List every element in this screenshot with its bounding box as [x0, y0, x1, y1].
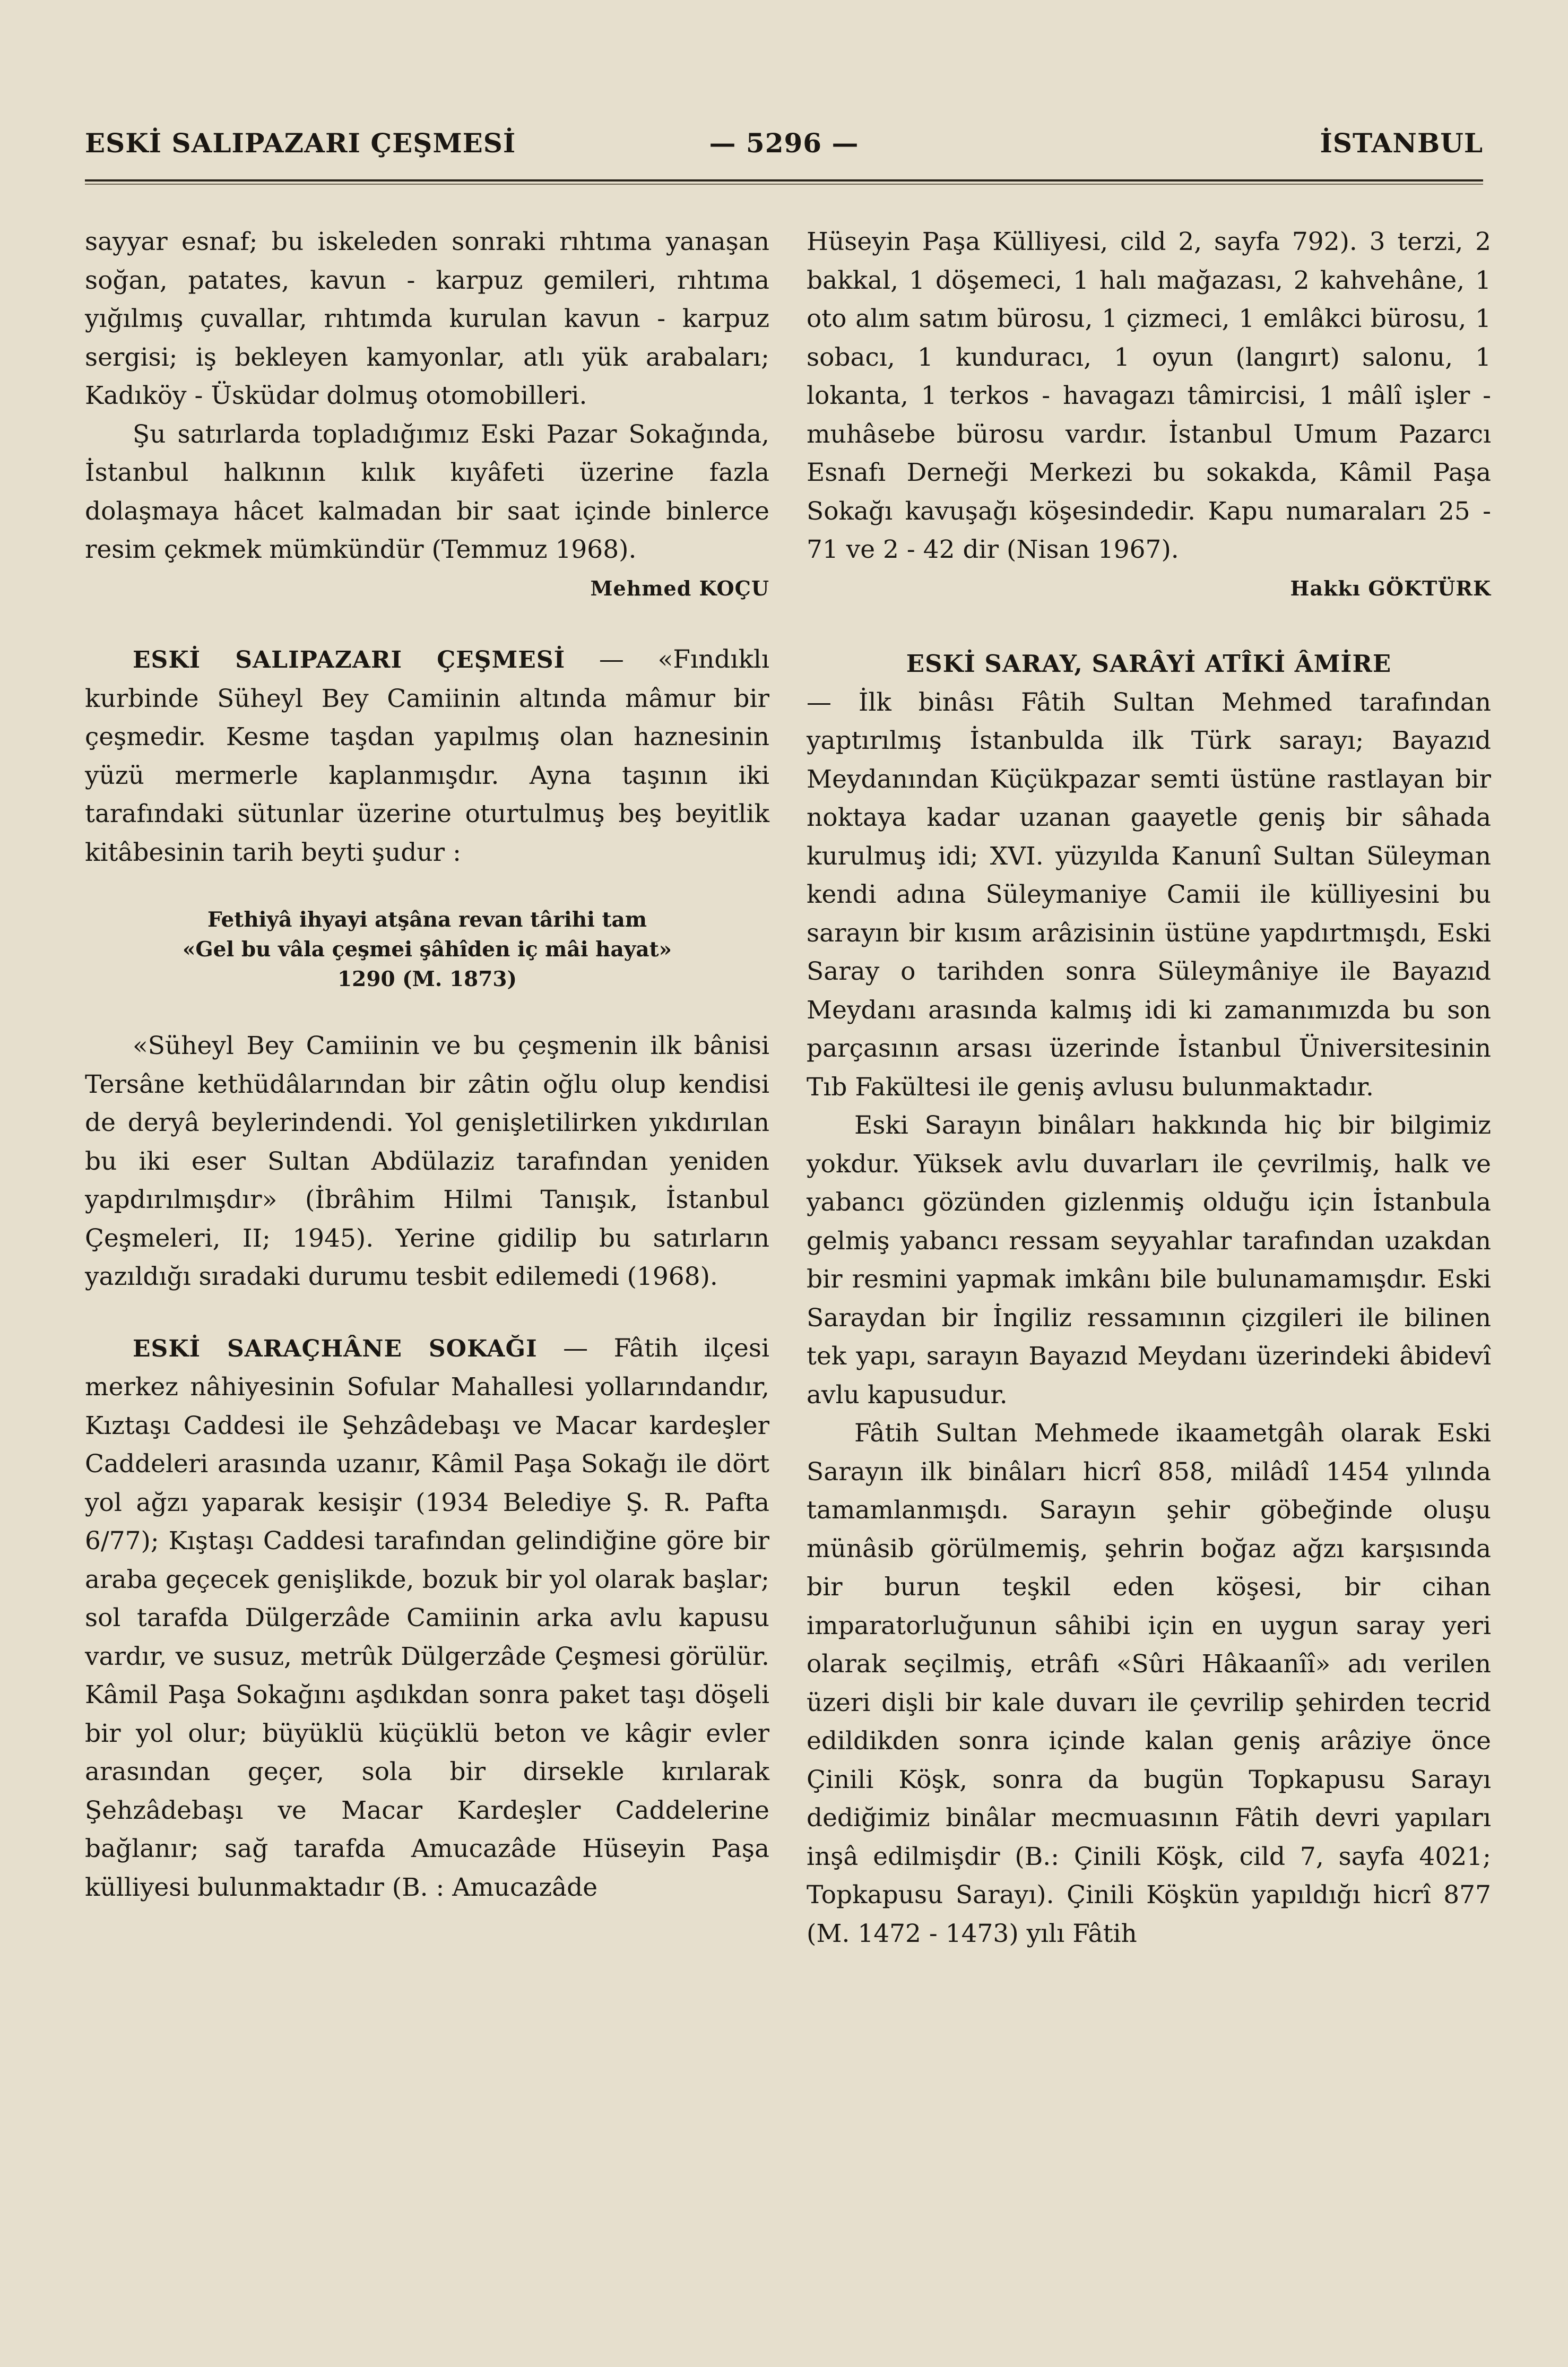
verse-line: Fethiyâ ihyayi atşâna revan târihi tam — [207, 908, 647, 932]
entry-text: — «Fındıklı kurbinde Süheyl Bey Camiinin altında mâmur bir çeşmedir. Kesme taşdan yapılmış olan haznesinin yüzü mermerle kaplanmışdır. Ayna taşının iki tarafındaki sütunlar üzerine oturtulmuş beş beyitlik kitâbesinin tarih beyti şudur : — [85, 645, 769, 867]
entry-title-eski-saray: ESKİ SARAY, SARÂYİ ATÎKİ ÂMİRE — [906, 650, 1392, 678]
running-title-right: İSTANBUL — [1320, 127, 1483, 159]
paragraph: sayyar esnaf; bu iskeleden sonraki rıhtıma yanaşan soğan, patates, kavun - karpuz gemileri, rıhtıma yığılmış çuvallar, rıhtımda kurulan kavun - karpuz sergisi; iş bekleyen kamyonlar, atlı yük arabaları; Kadıköy - Üsküdar dolmuş otomobilleri. — [85, 227, 769, 410]
left-column — [85, 223, 769, 1907]
author-signature: Hakkı GÖKTÜRK — [1290, 576, 1491, 600]
paragraph: Şu satırlarda topladığımız Eski Pazar Sokağında, İstanbul halkının kılık kıyâfeti üzerine fazla dolaşmaya hâcet kalmadan bir saat içinde binlerce resim çekmek mümkündür (Temmuz 1968). — [85, 419, 769, 564]
paragraph: Hüseyin Paşa Külliyesi, cild 2, sayfa 792). 3 terzi, 2 bakkal, 1 döşemeci, 1 halı mağazası, 2 kahvehâne, 1 oto alım satım bürosu, 1 çizmeci, 1 emlâkci bürosu, 1 sobacı, 1 kunduracı, 1 oyun (langırt) salonu, 1 lokanta, 1 terkos - havagazı tâmircisi, 1 mâlî işler - muhâsebe bürosu vardır. İstanbul Umum Pazarcı Esnafı Derneği Merkezi bu sokakda, Kâmil Paşa Sokağı kavuşağı köşesindedir. Kapu numaraları 25 - 71 ve 2 - 42 dir (Nisan 1967). — [807, 227, 1491, 564]
entry-text: — Fâtih ilçesi merkez nâhiyesinin Sofular Mahallesi yollarındandır, Kıztaşı Caddesi ile Şehzâdebaşı ve Macar kardeşler Caddeleri arasında uzanır, Kâmil Paşa Sokağı ile dört yol ağzı yaparak kesişir (1934 Belediye Ş. R. Pafta 6/77); Kıştaşı Caddesi tarafından gelindiğine göre bir araba geçecek genişlikde, bozuk bir yol olarak başlar; sol tarafda Dülgerzâde Camiinin arka avlu kapusu vardır, ve susuz, metrûk Dülgerzâde Çeşmesi görülür. Kâmil Paşa Sokağını aşdıkdan sonra paket taşı döşeli bir yol olur; büyüklü küçüklü beton ve kâgir evler arasından geçer, sola bir dirsekle kırılarak Şehzâdebaşı ve Macar Kardeşler Caddelerine bağlanır; sağ tarafda Amucazâde Hüseyin Paşa külliyesi bulunmaktadır (B. : Amucazâde — [85, 1333, 769, 1902]
entry-eski-sarachane-sokagi — [85, 1329, 769, 1907]
verse-date: 1290 (M. 1873) — [337, 967, 517, 991]
page-number: — 5296 — — [709, 127, 859, 159]
verse-line: «Gel bu vâla çeşmei şâhîden iç mâi hayat» — [182, 937, 672, 962]
inscription-verse — [85, 905, 769, 994]
running-title-left: ESKİ SALIPAZARI ÇEŞMESİ — [85, 127, 516, 159]
paragraph: «Süheyl Bey Camiinin ve bu çeşmenin ilk bânisi Tersâne kethüdâlarından bir zâtin oğlu olup kendisi de deryâ beylerindendi. Yol genişletilirken yıkdırılan bu iki eser Sultan Abdülaziz tarafından yeniden yapdırılmışdır» (İbrâhim Hilmi Tanışık, İstanbul Çeşmeleri, II; 1945). Yerine gidilip bu satırların yazıldığı sıradaki durumu tesbit edilemedi (1968). — [85, 1031, 769, 1291]
author-signature: Mehmed KOÇU — [590, 576, 769, 600]
entry-title: ESKİ SARAÇHÂNE SOKAĞI — [133, 1335, 538, 1362]
paragraph: Fâtih Sultan Mehmede ikaametgâh olarak Eski Sarayın ilk binâları hicrî 858, milâdî 1454 yılında tamamlanmışdı. Sarayın şehir göbeğinde oluşu münâsib görülmemiş, şehrin boğaz ağzı karşısında bir burun teşkil eden köşesi, bir cihan imparatorluğunun sâhibi için en uygun saray yeri olarak seçilmiş, etrâfı «Sûri Hâkaanîî» adı verilen üzeri dişli bir kale duvarı ile çevrilip şehirden tecrid edildikden sonra içinde kalan geniş arâziye önce Çinili Köşk, sonra da bugün Topkapusu Sarayı dediğimiz binâlar mecmuasının Fâtih devri yapıları inşâ edilmişdir (B.: Çinili Köşk, cild 7, sayfa 4021; Topkapusu Sarayı). Çinili Köşkün yapıldığı hicrî 877 (M. 1472 - 1473) yılı Fâtih — [807, 1419, 1491, 1948]
header-rule — [85, 179, 1483, 182]
paragraph: Eski Sarayın binâları hakkında hiç bir bilgimiz yokdur. Yüksek avlu duvarları ile çevrilmiş, halk ve yabancı gözünden gizlenmiş olduğu için İstanbula gelmiş yabancı ressam seyyahlar tarafından uzakdan bir resmini yapmak imkânı bile bulunamamışdır. Eski Saraydan bir İngiliz ressamının çizgileri ile bilinen tek yapı, sarayın Bayazıd Meydanı üzerindeki âbidevî avlu kapusudur. — [807, 1111, 1491, 1410]
entry-text: — İlk binâsı Fâtih Sultan Mehmed tarafından yaptırılmış İstanbulda ilk Türk sarayı; Bayazıd Meydanından Küçükpazar semti üstüne rastlayan bir noktaya kadar uzanan gaayetle geniş bir sâhada kurulmuş idi; XVI. yüzyılda Kanunî Sultan Süleyman kendi adına Süleymaniye Camii ile külliyesini bu sarayın bir kısım arâzisinin üstüne yapdırtmışdı, Eski Saray o tarihden sonra Süleymâniye ile Bayazıd Meydanı arasında kalmış idi ki zamanımızda bu son parçasının arsası üzerinde İstanbul Üniversitesinin Tıb Fakültesi ile geniş avlusu bulunmaktadır. — [807, 687, 1491, 1102]
header-rule-thin — [85, 184, 1483, 185]
running-header — [85, 127, 1483, 175]
right-column — [807, 223, 1491, 1953]
entry-eski-salipazari-cesmesi — [85, 641, 769, 872]
entry-title: ESKİ SALIPAZARI ÇEŞMESİ — [133, 646, 566, 673]
